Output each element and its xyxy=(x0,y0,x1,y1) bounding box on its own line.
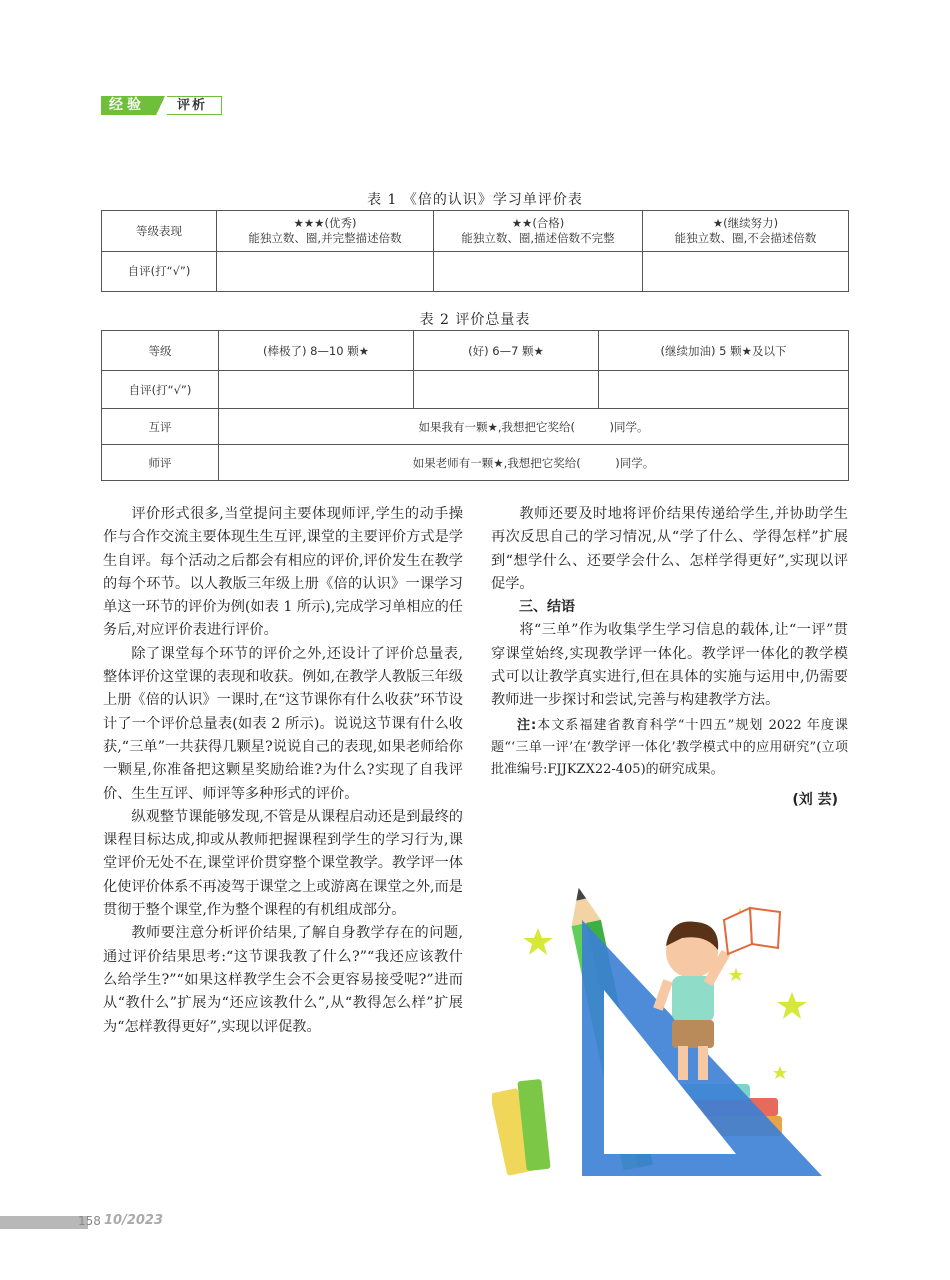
level-stars: ★(继续努力) xyxy=(712,216,779,230)
paragraph: 除了课堂每个环节的评价之外,还设计了评价总量表,整体评价这堂课的表现和收获。例如,在教学人教版三年级上册《倍的认识》一课时,在“这节课你有什么收获”环节设计了一个评价总量表(如表 2 所示)。说说这节课有什么收获,“三单”一共获得几颗星?说说自己的表现,如果老师给你一颗星,你准备把这颗星奖励给谁?为什么?实现了自我评价、生生互评、师评等多种形式的评价。 xyxy=(103,645,463,802)
table1-cell-empty xyxy=(434,252,643,292)
table1-cell-empty xyxy=(643,252,849,292)
funding-note xyxy=(491,715,848,781)
table1 xyxy=(101,210,849,292)
table1-cell xyxy=(217,211,434,252)
level-desc: 能独立数、圈,不会描述倍数 xyxy=(674,231,817,245)
paragraph: 纵观整节课能够发现,不管是从课程启动还是到最终的课程目标达成,抑或从教师把握课程到学生的学习行为,课堂评价无处不在,课堂评价贯穿整个课堂教学。教学评一体化使评价体系不再凌驾于课堂之上或游离在课堂之外,而是贯彻于整个课堂,作为整个课程的有机组成部分。 xyxy=(103,808,463,919)
page-number: 158 xyxy=(78,1214,101,1228)
paragraph: 教师还要及时地将评价结果传递给学生,并协助学生再次反思自己的学习情况,从“学了什么、学得怎样”扩展到“想学什么、还要学会什么、怎样学得更好”,实现以评促学。 xyxy=(491,506,848,592)
table-row xyxy=(102,331,849,371)
paragraph: 评价形式很多,当堂提问主要体现师评,学生的动手操作与合作交流主要体现生生互评,课堂的主要评价方式是学生自评。每个活动之后都会有相应的评价,评价发生在教学的每个环节。以人教版三年级上册《倍的认识》一课学习单这一环节的评价为例(如表 1 所示),完成学习单相应的任务后,对应评价表进行评价。 xyxy=(103,506,463,639)
note-label: 注: xyxy=(517,717,537,733)
table2-row-label: 互评 xyxy=(102,409,219,445)
table2-row-label: 师评 xyxy=(102,445,219,481)
boy-leg xyxy=(698,1046,708,1080)
boy-leg xyxy=(678,1046,688,1080)
author: (刘 芸) xyxy=(792,791,838,808)
right-column xyxy=(491,503,848,812)
footer-bar xyxy=(0,1216,88,1229)
boy-arm xyxy=(653,979,673,1011)
table1-cell xyxy=(643,211,849,252)
level-desc: 能独立数、圈,并完整描述倍数 xyxy=(248,231,402,245)
table-row xyxy=(102,371,849,409)
table2-cell: (好) 6—7 颗★ xyxy=(414,331,599,371)
section-tag-divider xyxy=(155,96,167,115)
table2-cell-empty xyxy=(414,371,599,409)
table2 xyxy=(101,330,849,481)
table1-row-label: 等级表现 xyxy=(102,211,217,252)
illustration xyxy=(492,880,848,1180)
table1-caption: 表 1 《倍的认识》学习单评价表 xyxy=(367,192,583,208)
table2-peer-text: 如果我有一颗★,我想把它奖给( )同学。 xyxy=(219,409,849,445)
section-tag-right: 评析 xyxy=(167,96,222,115)
table1-row-label: 自评(打“√”) xyxy=(102,252,217,292)
table2-cell-empty xyxy=(599,371,849,409)
paragraph: 将“三单”作为收集学生学习信息的载体,让“一评”贯穿课堂始终,实现教学评一体化。教学评一体化的教学模式可以让教学真实进行,但在具体的实施与运用中,仍需要教师进一步探讨和尝试,完善与构建教学方法。 xyxy=(491,622,848,709)
table-row xyxy=(102,252,849,292)
table2-cell: (继续加油) 5 颗★及以下 xyxy=(599,331,849,371)
note-text: 本文系福建省教育科学“十四五”规划 2022 年度课题“‘三单一评’在‘教学评一体化’教学模式中的应用研究”(立项批准编号:FJJKZX22-405)的研究成果。 xyxy=(491,717,848,777)
level-stars: ★★(合格) xyxy=(511,216,565,230)
table2-row-label: 等级 xyxy=(102,331,219,371)
star-icon xyxy=(523,928,553,955)
table1-cell xyxy=(434,211,643,252)
table-row xyxy=(102,445,849,481)
boy-shorts xyxy=(672,1020,714,1048)
level-stars: ★★★(优秀) xyxy=(293,216,357,230)
star-icon xyxy=(729,968,743,981)
table2-cell-empty xyxy=(219,371,414,409)
table-row xyxy=(102,211,849,252)
star-icon xyxy=(777,992,807,1019)
table2-caption: 表 2 评价总量表 xyxy=(419,312,531,328)
paragraph: 教师要注意分析评价结果,了解自身教学存在的问题,通过评价结果思考:“这节课我教了什么?”“我还应该教什么给学生?”“如果这样教学生会不会更容易接受呢?”进而从“教什么”扩展为“还应该教什么”,从“教得怎么样”扩展为“怎样教得更好”,实现以评促教。 xyxy=(103,925,463,1035)
table2-teacher-text: 如果老师有一颗★,我想把它奖给( )同学。 xyxy=(219,445,849,481)
table1-cell-empty xyxy=(217,252,434,292)
section-tag xyxy=(101,96,222,115)
section-tag-left: 经验 xyxy=(101,96,155,115)
table2-row-label: 自评(打“√”) xyxy=(102,371,219,409)
table-row xyxy=(102,409,849,445)
issue-number: 10/2023 xyxy=(104,1213,164,1228)
table2-cell: (棒极了) 8—10 颗★ xyxy=(219,331,414,371)
left-column xyxy=(103,503,463,1039)
level-desc: 能独立数、圈,描述倍数不完整 xyxy=(461,231,615,245)
star-icon xyxy=(773,1066,787,1079)
section-heading: 三、结语 xyxy=(519,599,575,616)
open-book-icon xyxy=(724,908,780,954)
